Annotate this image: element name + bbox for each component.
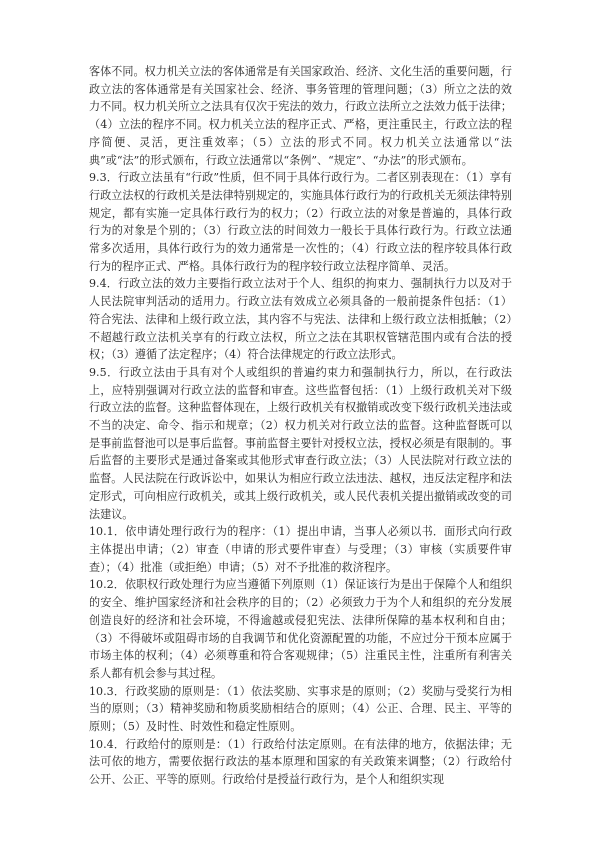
paragraph-9-4: 9.4．行政立法的效力主要指行政立法对于个人、组织的拘束力、强制执行力以及对于人民法院审判活动的适用力。行政立法有效成立必须具备的一般前提条件包括：（1）符合宪法、法律和上级行政立法，其内容不与宪法、法律和上级行政立法相抵触；（2）不超越行政立法机关享有的行政立法权，所立之法在其职权管辖范围内或有合法的授权；（3）遵循了法定程序；（4）符合法律规定的行政立法形式。 — [89, 277, 512, 362]
paragraph-10-3: 10.3．行政奖励的原则是：（1）依法奖励、实事求是的原则；（2）奖励与受奖行为相当的原则；（3）精神奖励和物质奖励相结合的原则；（4）公正、合理、民主、平等的原则；（5）及时性、时效性和稳定性原则。 — [89, 684, 512, 734]
paragraph-9-5: 9.5．行政立法由于具有对个人或组织的普遍约束力和强制执行力，所以，在行政法上，应特别强调对行政立法的监督和审查。这些监督包括：（1）上级行政机关对下级行政立法的监督。这种监督体现在，上级行政机关有权撤销或改变下级行政机关违法或不当的决定、命令、指示和规章；（2）权力机关对行政立法的监督。这种监督既可以是事前监督池可以是事后监督。事前监督主要针对授权立法，授权必须是有限制的。事后监督的主要形式是通过备案或其他形式审查行政立法；（3）人民法院对行政立法的监督。人民法院在行政诉讼中，如果认为相应行政立法违法、越权，违反法定程序和法定形式，可向相应行政机关，或其上级行政机关，或人民代表机关提出撤销或改变的司法建议。 — [89, 365, 512, 521]
paragraph-10-4: 10.4．行政给付的原则是：（1）行政给付法定原则。在有法律的地方，依据法律；无法可依的地方，需要依据行政法的基本原理和国家的有关政策来调整；（2）行政给付公开、公正、平等的原则。行政给付是授益行政行为，是个人和组织实现 — [89, 737, 512, 787]
paragraph-10-1: 10.1．依申请处理行政行为的程序：（1）提出申请，当事人必须以书．面形式向行政主体提出申请；（2）审查（申请的形式要件审查）与受理；（3）审核（实质要件审查）；（4）批准（或拒绝）申请；（5）对不予批准的救济程序。 — [89, 525, 512, 574]
paragraph-10-2: 10.2．依职权行政处理行为应当遵循下列原则（1）保证该行为是出于保障个人和组织的安全、维护国家经济和社会秩序的目的；（2）必须致力于为个人和组织的充分发展创造良好的经济和社会环境，不得逾越或侵犯宪法、法律所保障的基本权利和自由；（3）不得破坏或阻碍市场的自我调节和优化资源配置的功能，不应过分干预本应属于市场主体的权利；（4）必须尊重和符合客观规律；（5）注重民主性，注重所有利害关系人都有机会参与其过程。 — [89, 578, 512, 680]
paragraph-9-2-continued: 客体不同。权力机关立法的客体通常是有关国家政治、经济、文化生活的重要问题，行政立法的客体通常是有关国家社会、经济、事务管理的管理问题；（3）所立之法的效力不同。权力机关所立之法具有仅次于宪法的效力，行政立法所立之法效力低于法律；（4）立法的程序不同。权力机关立法的程序正式、严格，更注重民主，行政立法的程序简便、灵活，更注重效率；（5）立法的形式不同。权力机关立法通常以“法典”或“法”的形式颁布，行政立法通常以“条例”、“规定”、“办法”的形式颁布。 — [89, 65, 512, 167]
document-body — [89, 63, 512, 789]
paragraph-9-3: 9.3．行政立法虽有“行政”性质，但不同于具体行政行为。二者区别表现在：（1）享有行政立法权的行政机关是法律特别规定的，实施具体行政行为的行政机关无须法律特别规定，都有实施一定具体行政行为的权力；（2）行政立法的对象是普遍的，具体行政行为的对象是个别的；（3）行政立法的时间效力一般长于具体行政行为。行政立法通常多次适用，具体行政行为的效力通常是一次性的；（4）行政立法的程序较具体行政行为的程序正式、严格。具体行政行为的程序较行政立法程序简单、灵活。 — [89, 171, 512, 273]
